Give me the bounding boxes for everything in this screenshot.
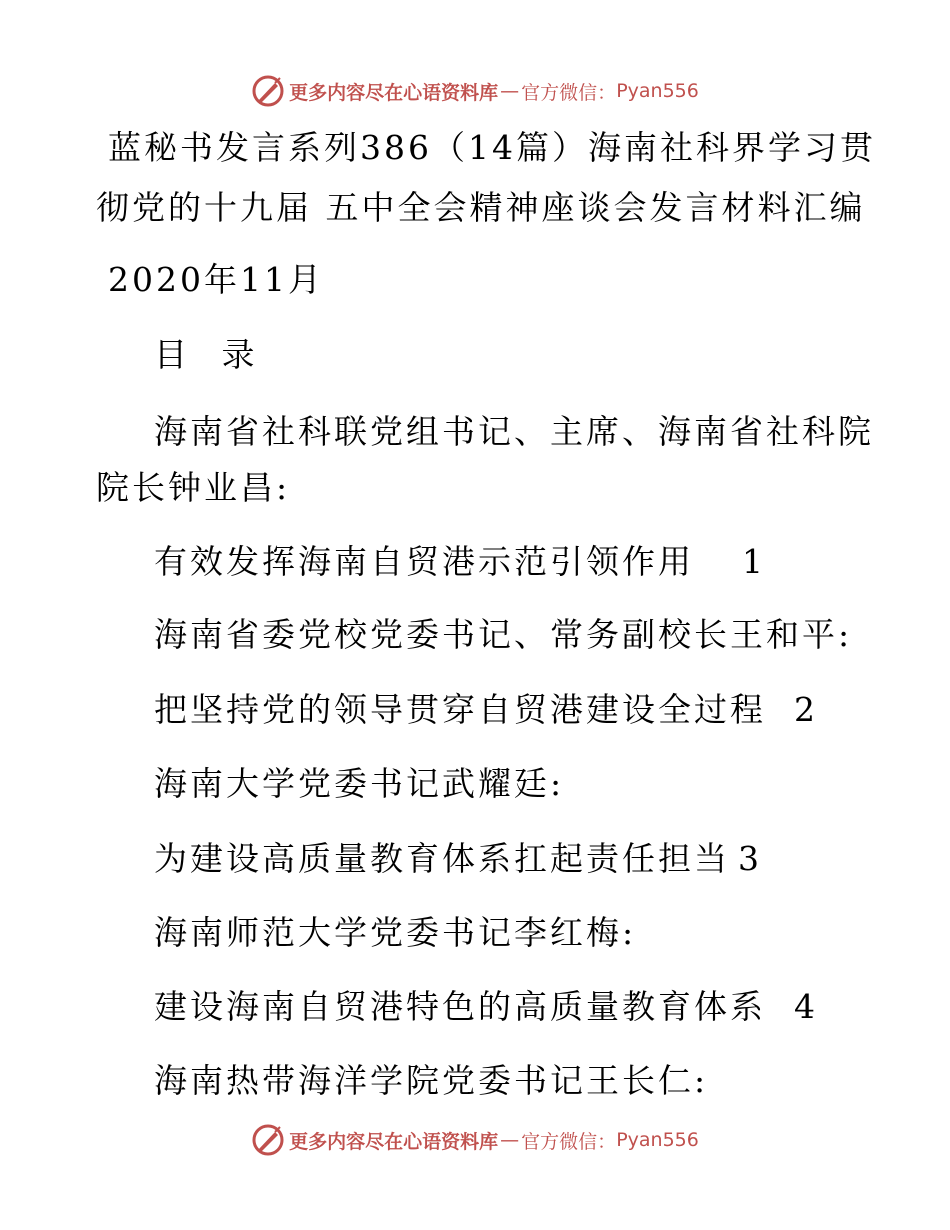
toc-entry[interactable] (154, 837, 950, 881)
toc-speaker: 院长钟业昌: (96, 468, 291, 507)
toc-entry-page: 1 (742, 542, 766, 581)
watermark-brand: 更多内容尽在心语资料库 (289, 1130, 499, 1153)
quill-pen-circle-icon (251, 74, 285, 108)
toc-entry[interactable] (154, 540, 950, 584)
watermark-wechat-label: 官方微信： (521, 1130, 617, 1153)
watermark-brand: 更多内容尽在心语资料库 (289, 81, 499, 104)
toc-speaker: 海南热带海洋学院党委书记王长仁: (154, 1061, 709, 1100)
toc-entry[interactable] (154, 985, 950, 1029)
toc-entry-page: 4 (794, 987, 818, 1026)
toc-heading: 目 录 (154, 335, 267, 374)
watermark-banner-top (0, 73, 950, 109)
toc-entry[interactable] (154, 688, 950, 732)
doc-title-line-2: 彻党的十九届 五中全会精神座谈会发言材料汇编 (96, 188, 866, 227)
toc-entry-title: 有效发挥海南自贸港示范引领作用 (154, 542, 694, 581)
doc-date: 2020年11月 (108, 260, 324, 299)
toc-entry-page: 3 (738, 839, 762, 878)
toc-speaker: 海南大学党委书记武耀廷: (154, 764, 565, 803)
toc-entry-page: 2 (794, 690, 818, 729)
watermark-wechat-id: Pyan556 (616, 1129, 699, 1151)
quill-pen-circle-icon (251, 1123, 285, 1157)
watermark-wechat-label: 官方微信： (521, 81, 617, 104)
watermark-separator: — (500, 1129, 520, 1151)
toc-entry-title: 建设海南自贸港特色的高质量教育体系 (154, 987, 766, 1026)
toc-entry-title: 把坚持党的领导贯穿自贸港建设全过程 (154, 690, 766, 729)
watermark-separator: — (500, 80, 520, 102)
toc-speaker: 海南师范大学党委书记李红梅: (154, 913, 637, 952)
toc-speaker: 海南省社科联党组书记、主席、海南省社科院 (154, 412, 874, 451)
watermark-banner-bottom (0, 1122, 950, 1158)
toc-entry-title: 为建设高质量教育体系扛起责任担当 (154, 839, 730, 878)
watermark-wechat-id: Pyan556 (616, 80, 699, 102)
toc-speaker: 海南省委党校党委书记、常务副校长王和平: (154, 615, 853, 654)
doc-title-line-1: 蓝秘书发言系列386（14篇）海南社科界学习贯 (108, 128, 876, 167)
